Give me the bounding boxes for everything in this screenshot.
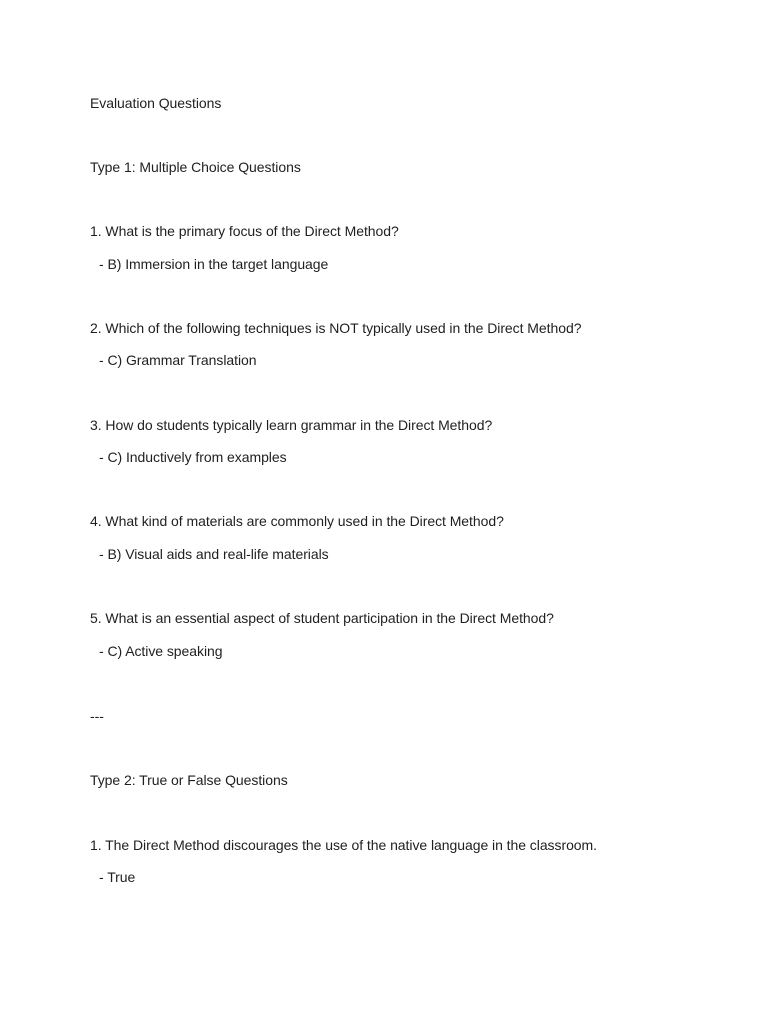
question-text: 4. What kind of materials are commonly used in the Direct Method? — [90, 513, 504, 529]
document-title: Evaluation Questions — [90, 95, 222, 111]
answer-text: - B) Immersion in the target language — [99, 256, 329, 272]
answer-text: - C) Inductively from examples — [99, 449, 287, 465]
question-text: 3. How do students typically learn grammar in the Direct Method? — [90, 417, 493, 433]
answer-text: - True — [99, 869, 136, 885]
section-heading-multiple-choice: Type 1: Multiple Choice Questions — [90, 159, 301, 175]
question-text: 5. What is an essential aspect of student participation in the Direct Method? — [90, 610, 554, 626]
question-text: 1. What is the primary focus of the Direct Method? — [90, 223, 399, 239]
answer-text: - B) Visual aids and real-life materials — [99, 546, 329, 562]
section-heading-true-false: Type 2: True or False Questions — [90, 772, 288, 788]
answer-text: - C) Grammar Translation — [99, 352, 257, 368]
answer-text: - C) Active speaking — [99, 643, 223, 659]
separator: --- — [90, 708, 104, 724]
question-text: 2. Which of the following techniques is NOT typically used in the Direct Method? — [90, 320, 582, 336]
question-text: 1. The Direct Method discourages the use of the native language in the classroom. — [90, 837, 597, 853]
